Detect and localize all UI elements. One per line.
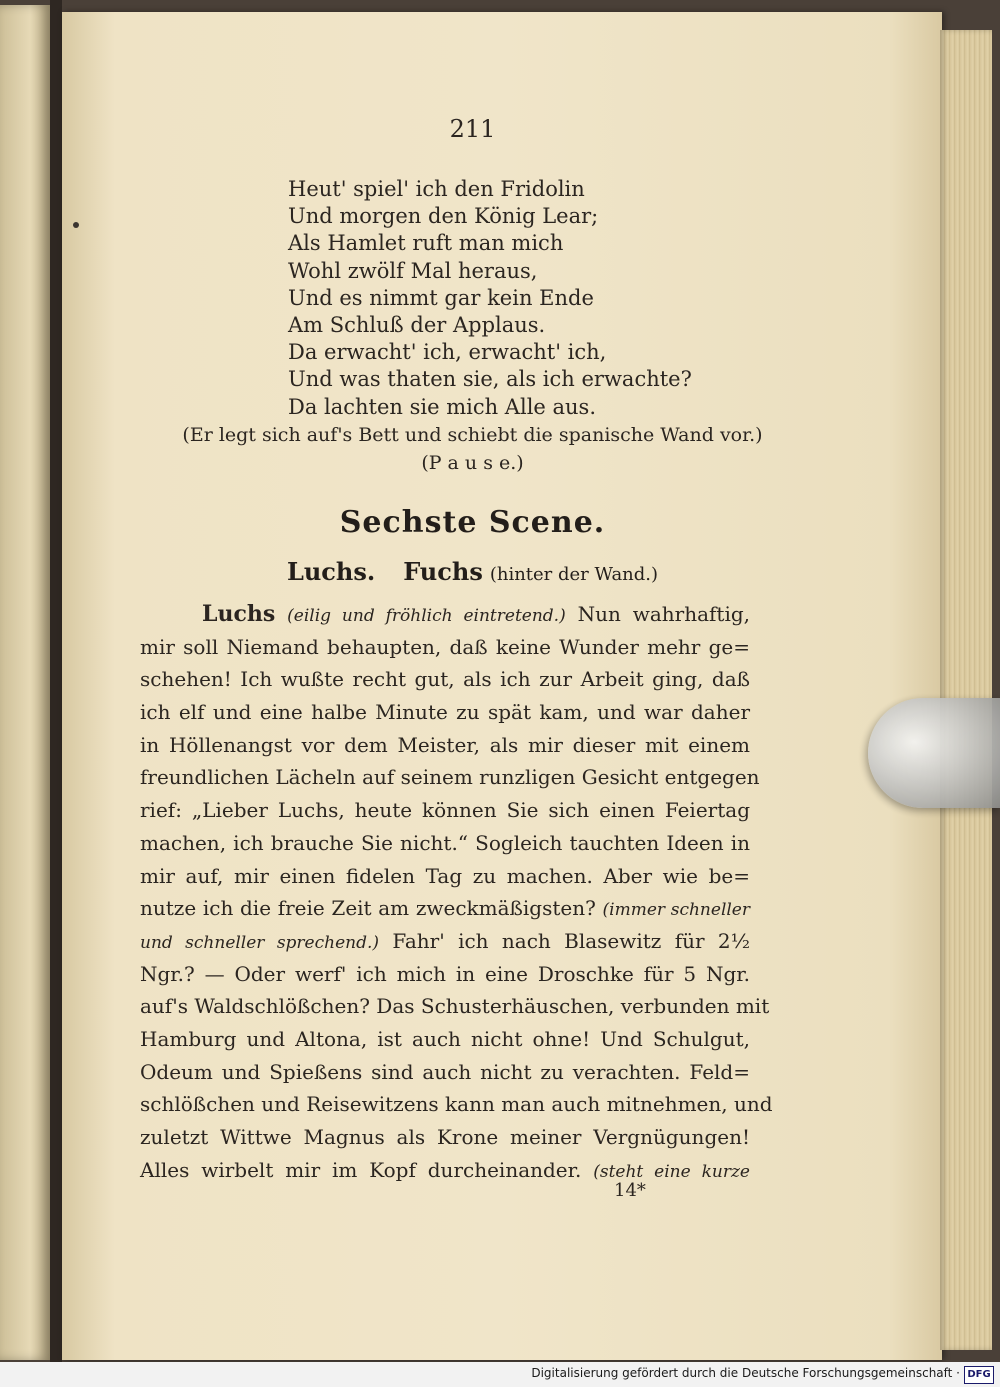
character-name: Fuchs — [403, 557, 483, 586]
pause-direction: (P a u s e.) — [421, 452, 524, 474]
verse-line: Als Hamlet ruft man mich — [288, 231, 564, 256]
prose-line — [140, 1154, 750, 1187]
signature-mark: 14* — [614, 1180, 646, 1201]
speaker-direction: (eilig und fröhlich eintretend.) — [287, 606, 566, 626]
page-number: 211 — [449, 115, 496, 143]
verse-line: Und was thaten sie, als ich erwachte? — [288, 367, 692, 392]
prose-line — [140, 892, 750, 925]
prose-line: zuletzt Wittwe Magnus als Krone meiner Vergnügungen! — [140, 1125, 750, 1149]
verse-line: Und es nimmt gar kein Ende — [288, 285, 594, 310]
character-list — [0, 557, 945, 586]
prose-block — [140, 598, 773, 1186]
prose-line: schlößchen und Reisewitzens kann man auch mitnehmen, und — [140, 1092, 773, 1117]
prose-text: Alles wirbelt mir im Kopf durcheinander. — [140, 1157, 582, 1182]
prose-line: rief: „Lieber Luchs, heute können Sie sich einen Feiertag — [140, 798, 750, 823]
book-gutter — [50, 0, 62, 1387]
left-page-edge — [0, 5, 50, 1360]
scene-title: Sechste Scene. — [339, 505, 606, 540]
prose-line: in Höllenangst vor dem Meister, als mir dieser mit einem — [140, 732, 750, 757]
prose-line — [140, 598, 750, 631]
verse-line: Da lachten sie mich Alle aus. — [288, 394, 597, 419]
page-stack-edge — [940, 30, 992, 1350]
stage-direction-inline: (steht eine kurze — [593, 1161, 750, 1182]
prose-text: Nun wahrhaftig, — [577, 602, 751, 626]
prose-line: Hamburg und Altona, ist auch nicht ohne! Und Schulgut, — [140, 1026, 750, 1051]
stage-direction-inline: (immer schneller — [602, 900, 750, 921]
dfg-logo: DFG — [964, 1366, 994, 1384]
ink-dot — [73, 222, 79, 228]
prose-text: nutze ich die freie Zeit am zweckmäßigsten? — [140, 896, 596, 921]
stage-direction: (Er legt sich auf's Bett und schiebt die spanische Wand vor.) — [182, 424, 763, 446]
verse-line: Da erwacht' ich, erwacht' ich, — [288, 340, 607, 365]
character-name: Luchs. — [286, 557, 376, 586]
prose-line: Odeum und Spießens sind auch nicht zu verachten. Feld= — [140, 1059, 750, 1084]
footer-bar — [0, 1362, 1000, 1387]
prose-line: mir auf, mir einen fidelen Tag zu machen. Aber wie be= — [140, 863, 750, 888]
footer-credit: Digitalisierung gefördert durch die Deutsche Forschungsgemeinschaft · — [531, 1366, 960, 1380]
prose-line: machen, ich brauche Sie nicht.“ Sogleich tauchten Ideen in — [140, 830, 750, 855]
prose-line: schehen! Ich wußte recht gut, als ich zur Arbeit ging, daß — [140, 667, 750, 692]
page-clip — [868, 698, 1000, 808]
prose-text: Fahr' ich nach Blasewitz für 2½ — [392, 928, 750, 953]
prose-line: ich elf und eine halbe Minute zu spät kam, und war daher — [140, 700, 750, 725]
verse-block — [288, 176, 708, 421]
character-direction: (hinter der Wand.) — [489, 564, 659, 585]
stage-direction-inline: und schneller sprechend.) — [140, 932, 380, 953]
prose-line: freundlichen Lächeln auf seinem runzligen Gesicht entgegen — [140, 765, 760, 790]
prose-line: Ngr.? — Oder werf' ich mich in eine Droschke für 5 Ngr. — [140, 961, 750, 986]
prose-line: auf's Waldschlößchen? Das Schusterhäuschen, verbunden mit — [140, 994, 770, 1019]
verse-line: Heut' spiel' ich den Fridolin — [288, 177, 585, 201]
prose-line — [140, 925, 750, 958]
verse-line: Am Schluß der Applaus. — [288, 313, 546, 338]
verse-line: Wohl zwölf Mal heraus, — [288, 258, 538, 283]
verse-line: Und morgen den König Lear; — [288, 204, 599, 229]
prose-line: mir soll Niemand behaupten, daß keine Wunder mehr ge= — [140, 634, 750, 659]
speaker-name: Luchs — [202, 601, 276, 627]
